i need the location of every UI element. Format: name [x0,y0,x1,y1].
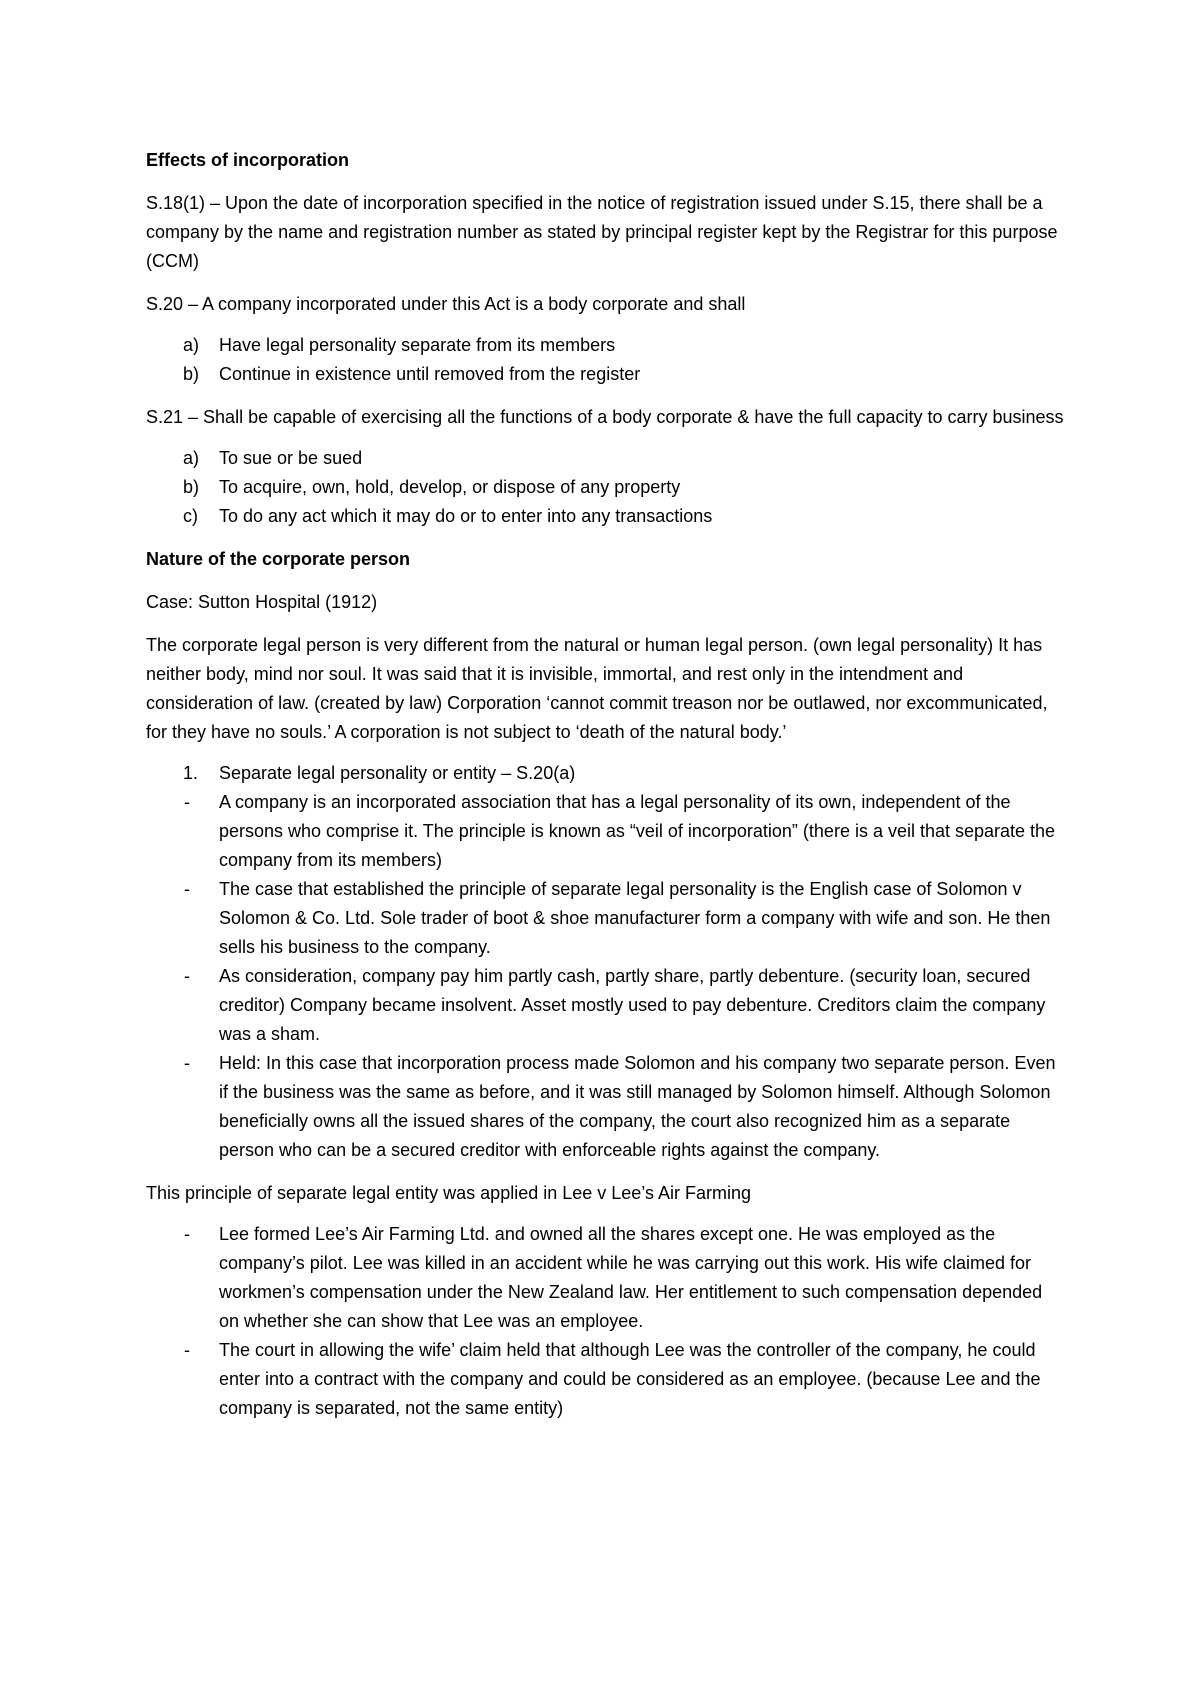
list-marker: a) [183,335,200,355]
list-item-text: To sue or be sued [219,448,363,468]
list-marker: 1. [183,763,199,783]
list-item-text: As consideration, company pay him partly cash, partly share, partly debenture. (security loan, secured creditor) Company became insolvent. Asset mostly used to pay debenture. Creditors claim the company was a sham. [219,966,1046,1044]
list-marker: - [184,879,190,899]
case-sutton-hospital: Case: Sutton Hospital (1912) [146,592,378,612]
list-marker: - [184,1340,190,1360]
list-item-text: Lee formed Lee’s Air Farming Ltd. and owned all the shares except one. He was employed as the company’s pilot. Lee was killed in an accident while he was carrying out this work. His wife claimed for workmen’s compensation under the New Zealand law. Her entitlement to such compensation depended on whether she can show that Lee was an employee. [219,1224,1043,1331]
list-marker: - [184,966,190,986]
list-item [146,875,1066,962]
heading-nature-of-corporate-person: Nature of the corporate person [146,549,411,569]
paragraph-s21-intro: S.21 – Shall be capable of exercising all the functions of a body corporate & have the full capacity to carry business [146,407,1064,427]
numbered-item-separate-legal-personality [146,759,1066,788]
paragraph-s20-intro: S.20 – A company incorporated under this Act is a body corporate and shall [146,294,746,314]
list-item-text: Separate legal personality or entity – S.20(a) [219,763,576,783]
list-item [146,1049,1066,1165]
list-marker: c) [183,506,198,526]
list-item-text: Held: In this case that incorporation process made Solomon and his company two separate person. Even if the business was the same as before, and it was still managed by Solomon himself. Although Solomon beneficially owns all the issued shares of the company, the court also recognized him as a separate person who can be a secured creditor with enforceable rights against the company. [219,1053,1056,1160]
document-page [146,146,1066,1437]
heading-effects-of-incorporation: Effects of incorporation [146,150,350,170]
list-item-text: Have legal personality separate from its members [219,335,616,355]
paragraph-lee-intro: This principle of separate legal entity was applied in Lee v Lee’s Air Farming [146,1183,751,1203]
list-item [146,473,1066,502]
list-item [146,331,1066,360]
list-lee-case [146,1220,1066,1423]
list-item-text: The court in allowing the wife’ claim held that although Lee was the controller of the company, he could enter into a contract with the company and could be considered as an employee. (because Lee and the company is separated, not the same entity) [219,1340,1041,1418]
list-item [146,444,1066,473]
list-item [146,1336,1066,1423]
list-item-text: Continue in existence until removed from the register [219,364,641,384]
list-item [146,360,1066,389]
list-marker: a) [183,448,200,468]
list-item [146,502,1066,531]
list-item-text: The case that established the principle of separate legal personality is the English case of Solomon v Solomon & Co. Ltd. Sole trader of boot & shoe manufacturer form a company with wife and son. He then sells his business to the company. [219,879,1051,957]
list-marker: b) [183,364,200,384]
list-s20 [146,331,1066,389]
list-item-text: A company is an incorporated association that has a legal personality of its own, independent of the persons who comprise it. The principle is known as “veil of incorporation” (there is a veil that separate the company from its members) [219,792,1056,870]
list-marker: b) [183,477,200,497]
list-item-text: To acquire, own, hold, develop, or dispose of any property [219,477,681,497]
paragraph-corporate-legal-person: The corporate legal person is very different from the natural or human legal person. (own legal personality) It has neither body, mind nor soul. It was said that it is invisible, immortal, and rest only in the intendment and consideration of law. (created by law) Corporation ‘cannot commit treason nor be outlawed, nor excommunicated, for they have no souls.’ A corporation is not subject to ‘death of the natural body.’ [146,635,1048,742]
list-item [146,962,1066,1049]
list-item [146,788,1066,875]
list-item-text: To do any act which it may do or to enter into any transactions [219,506,713,526]
list-solomon-case [146,788,1066,1165]
list-marker: - [184,792,190,812]
list-s21 [146,444,1066,531]
list-marker: - [184,1224,190,1244]
list-marker: - [184,1053,190,1073]
paragraph-s18: S.18(1) – Upon the date of incorporation specified in the notice of registration issued under S.15, there shall be a company by the name and registration number as stated by principal register kept by the Registrar for this purpose (CCM) [146,193,1058,271]
list-item [146,1220,1066,1336]
